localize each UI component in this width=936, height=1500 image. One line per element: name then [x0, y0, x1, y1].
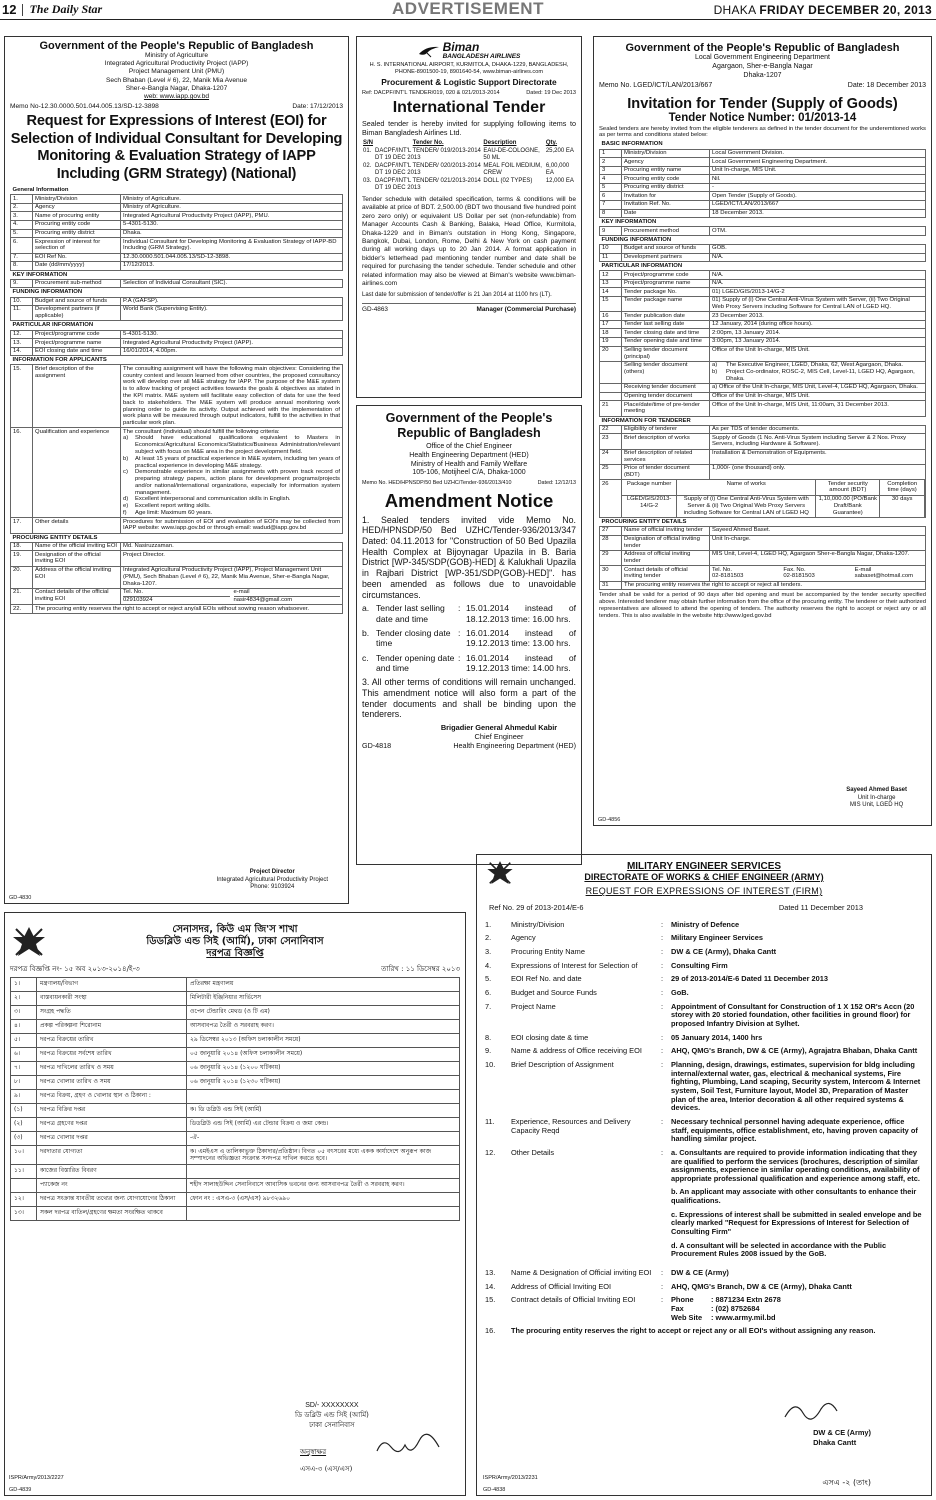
- table-row: 15 Tender package name 01) Supply of (i) One Central Anti-Virus System with Server, (ii) Two Original Web Proxy Servers including Software for Central LAN of LGED HQ.: [600, 297, 926, 312]
- table-row: ৪। প্রকল্প পরিকল্পনা শিরোনাম আসবাবপত্র তৈরী ও সরবরাহ করণ।: [11, 1019, 460, 1033]
- list-item: 12. Other Details : a. Consultants are required to provide information indicating that they are qualified to perform the services (brochures, description of similar assignments, experience in similar operating conditions, availability of appropriate professional qualification and experience among staff, etc. b. An applicant may associate with other consultants to enhance their qualifications. c. Expressions of interest shall be submitted in sealed envelope and be clearly marked "Request for Expressions of Interest for Selection of Consulting Firm" d. A consultant will be selected in accordance with the Public Procurement Rules 2008 issued by the GoB.: [485, 1147, 922, 1259]
- table-row: ২। বাস্তবায়নকারী সংস্থা মিলিটারী ইঞ্জিনিয়ার সার্ভিসেস: [11, 991, 460, 1005]
- table-row: 6 Invitation for Open Tender (Supply of Goods).: [600, 192, 926, 201]
- ad-title: International Tender: [392, 99, 546, 117]
- issue-date: DHAKA FRIDAY DECEMBER 20, 2013: [713, 3, 932, 17]
- table-row: 21 Place/date/time of pre-tender meeting Office of the Unit In-charge, MIS Unit, 11:00am, 31 December 2013.: [600, 401, 926, 416]
- ad-address: Office of the Chief Engineer Health Engineering Department (HED) Ministry of Health and Family Welfare 105-106, Motijheel C/A, Dhaka-1000: [409, 443, 529, 477]
- table-row: 14. EOI closing date and time 16/01/2014, 4.00pm.: [11, 347, 343, 356]
- table-row: 27 Name of official inviting tender Sayeed Ahmed Baset.: [600, 526, 926, 535]
- ad-heading: Government of the People's Republic of Bangladesh: [39, 40, 314, 52]
- section-heading: KEY INFORMATION: [601, 219, 657, 226]
- table-row: 23 Brief description of works Supply of Goods (1 No. Anti-Virus System including Server & 2 Nos. Proxy Servers, including Hardware & Software).: [600, 434, 926, 449]
- ad-heading: Government of the People's Republic of Bangladesh: [385, 411, 553, 441]
- signature-block: SD/- XXXXXXXX ডি ডব্লিউ এন্ড সিই (আর্মি) ঢাকা সেনানিবাস: [295, 1402, 369, 1429]
- table-row: 01. DACPF/INT'L TENDER/ 019/2013-2014 DT 19 DEC 2013 EAU-DE-COLOGNE, 50 ML 25,200 EA: [363, 147, 574, 161]
- table-row: 3 Procuring entity name Unit In-charge, MIS Unit.: [600, 166, 926, 175]
- list-item: 8. EOI closing date & time : 05 January 2014, 1400 hrs: [485, 1032, 763, 1042]
- countersign-label: এসএ -২ (তাং): [822, 1477, 871, 1487]
- countersign-sub: এসএ-৩ (এস/এস): [300, 1465, 353, 1473]
- memo-line: Ref No. 29 of 2013-2014/E-6 Dated 11 December 2013: [489, 903, 863, 912]
- biman-dept: Procurement & Logistic Support Directorate: [381, 76, 557, 87]
- table-row: 11 Development partners N/A.: [600, 253, 926, 262]
- list-item: a) Should have educational qualifications equivalent to Masters in Economics/Agricultural Economics/Statistics/Business Administration/relevant subject with focus on M&E area in the project development field.: [123, 435, 340, 456]
- newspaper-name: The Daily Star: [29, 2, 103, 16]
- table-row: 9 Procurement method OTM.: [600, 227, 926, 236]
- mes-heading-3: REQUEST FOR EXPRESSIONS OF INTEREST (FIRM): [585, 886, 823, 896]
- list-item: a) The Executive Engineer, LGED, Dhaka, 62, West Agargaon, Dhaka.: [712, 362, 904, 369]
- table-row: 8. Date (dd/mm/yyyy) 17/12/2013.: [11, 262, 343, 271]
- table-row: Selling tender document (others) a) The Executive Engineer, LGED, Dhaka, 62, West Agargaon, Dhaka. b) Project Co-ordinator, ROSC-2, MIS Cell, Level-11, LGED HQ, Agargaon, Dhaka.: [600, 361, 926, 383]
- list-item: b. Tender closing date time : 16.01.2014 instead of 19.12.2013 time: 13.00 hrs.: [362, 627, 576, 649]
- table-row: 10 Budget and source of funds GOB.: [600, 245, 926, 254]
- table-row: ৬। দরপত্র বিক্রয়ের সর্বশেষ তারিখ ০৫ জানুয়ারি ২০১৪ (অফিস চলাকালীন সময়ে): [11, 1047, 460, 1061]
- table-row: 2 Agency Local Government Engineering Department.: [600, 158, 926, 167]
- table-row: (৩) দরপত্র খোলার দপ্তর -ঐ-: [11, 1131, 460, 1145]
- ad-address: Ministry of Agriculture Integrated Agricultural Productivity Project (IAPP) Project Management Unit (PMU) Sech Bhaban (Level # 6), 22, Manik Mia Avenue Sher-e-Bangla Nagar, Dhaka-1207 web: www.iapp.gov.bd: [104, 52, 249, 101]
- table-row: 25 Price of tender document (BDT) 1,000/- (one thousand) only.: [600, 464, 926, 479]
- memo-line: Memo No. HED/HPNSDP/50 Bed UZHC/Tender-936/2013/410 Dated: 12/12/13: [362, 480, 576, 487]
- ad-heading: Government of the People's Republic of Bangladesh: [625, 42, 900, 54]
- list-item: 4. Expressions of Interest for Selection of : Consulting Firm: [485, 960, 728, 970]
- army-emblem-icon: [10, 925, 48, 959]
- gd-number: GD-4830: [9, 894, 32, 901]
- table-row: 14 Tender package No. 01) LGED/GIS/2013-14/G-2: [600, 288, 926, 297]
- army-emblem-icon: [485, 859, 515, 887]
- list-item: 14. Address of Official Inviting EOI : AHQ, QMG's Branch, DW & CE (Army), Dhaka Cantt: [485, 1281, 852, 1291]
- section-heading: KEY INFORMATION: [12, 271, 68, 278]
- ad-biman-tender: [356, 36, 582, 398]
- ad-title: Amendment Notice: [384, 489, 554, 511]
- list-item: 15. Contract details of Official Inviting EOI : Phone : 8871234 Extn 2678 Fax : (02) 8752684 Web Site : www.army.mil.bd: [485, 1295, 781, 1322]
- memo-line: দরপত্র বিজ্ঞপ্তি নং- ১৫ অব ২০১৩-২০১৪/ই-৩ তারিখ : ১১ ডিসেম্বর ২০১৩: [10, 965, 460, 974]
- package-table: Package number Name of works Tender security amount (BDT) Completion time (days) LGED/GIS/2013-14/G-2 Supply of (i) One Central Anti-Virus System with Server & (ii) Two Original Web Proxy Servers including Software for Central LAN of LGED HQ 1,10,000.00 (PO/Bank Draft/Bank Guarantee) 30 days: [622, 480, 925, 516]
- section-heading: PROCURING ENTITY DETAILS: [12, 534, 98, 541]
- table-row: 22. The procuring entity reserves the right to accept or reject any/all EOIs without sowing reason whatsoever.: [11, 605, 343, 614]
- table-row: 4. Procuring entity code 5-4301-5130.: [11, 221, 343, 230]
- biman-footer: GD-4863 Manager (Commercial Purchase): [362, 303, 576, 314]
- table-row: 16. Qualification and experience The consultant (individual) should fulfill the following criteria: a) Should have educational qualifications equivalent to Masters in Economics/Agricultural Economics/Statistics/Business Administration/relevant subject with focus on M&E area in the project development field. b) At least 15 years of practical experience in M&E system, including ten years of practical experience in developing M&E strategy. c) Demonstrable experience in similar assignments with proven track record of preparing strategy papers, action plans for development programs/projects and/or national/international organizations, especially for information system management. d) Excellent interpersonal and communication skills in English. e) Excellent report writing skills. f) Age limit: Maximum 60 years.: [11, 428, 343, 518]
- table-row: 5. Procuring entity district Dhaka.: [11, 229, 343, 238]
- amendment-items: [362, 603, 576, 673]
- ad-subtitle: Tender Notice Number: 01/2013-14: [668, 111, 857, 124]
- memo-line: Memo No-12.30.0000.501.044.005.13/SD-12-3898 Date: 17/12/2013: [10, 103, 343, 111]
- page-number: 12: [2, 2, 17, 17]
- biman-intro: Sealed tender is hereby invited for supplying following items to Biman Bangladesh Airlines Ltd.: [362, 119, 576, 137]
- section-heading: INFORMATION FOR APPLICANTS: [12, 357, 107, 364]
- table-row: 3. Name of procuring entity Integrated Agricultural Productivity Project (IAPP), PMU.: [11, 212, 343, 221]
- list-item: b) Project Co-ordinator, ROSC-2, MIS Cell, Level-11, LGED HQ, Agargaon, Dhaka.: [712, 369, 915, 382]
- list-item: e) Excellent report writing skills.: [123, 503, 211, 510]
- table-row: 11. Development partners (if applicable) World Bank (Supervising Entity).: [11, 306, 343, 321]
- list-item: 1. Ministry/Division : Ministry of Defence: [485, 919, 740, 929]
- table-row: ৫। দরপত্র বিক্রয়ের তারিখ ২৯ ডিসেম্বর ২০১৩ (অফিস চলাকালীন সময়ে): [11, 1033, 460, 1047]
- table-row: 21. Contact details of the official inviting EOI Tel. No. e-mail 029103924 nasir4834@gmail.com: [11, 588, 343, 604]
- table-row: 5 Procuring entity district -: [600, 183, 926, 192]
- table-row: 7. EOI Ref No. 12.30.0000.501.044.005.13/SD-12-3898.: [11, 253, 343, 262]
- mes-rows: [485, 1269, 923, 1291]
- hed-footer: GD-4818 Health Engineering Department (HED): [362, 740, 576, 750]
- list-item: c. Expressions of interest shall be submitted in sealed envelope and be clearly marked "Request for Expressions of Interest for Selection of Consulting Firm": [671, 1209, 922, 1237]
- list-item: b. An applicant may associate with other consultants to enhance their qualifications.: [671, 1187, 917, 1206]
- table-row: (১) দরপত্র বিক্রির দপ্তর ক। ডি ডব্লিউ এন্ড সিই (আর্মি): [11, 1103, 460, 1117]
- signature-block: Sayeed Ahmed Baset Unit In-charge MIS Unit, LGED HQ: [846, 787, 907, 808]
- biman-address: H. S. INTERNATIONAL AIRPORT, KURMITOLA, DHAKA-1229, BANGLADESH, PHONE-8901500-19, 8901640-54, www.biman-airlines.com: [369, 61, 569, 75]
- bn-tender-table: [10, 977, 460, 1221]
- ispr-number: ISPR/Army/2013/2231: [483, 1474, 538, 1481]
- table-row: (২) দরপত্র গ্রহণের দপ্তর ডিডব্লিউ এন্ড সিই (আর্মি) এর টেন্ডার বিক্রয় ও জমা কেন্দ্র।: [11, 1117, 460, 1131]
- ispr-number: ISPR/Army/2013/2227: [9, 1474, 64, 1481]
- amendment-para: 1. Sealed tenders invited vide Memo No. HED/HPNSDP/50 Bed UZHC/Tender-936/2013/347 Dated: 04.11.2013 for "Construction of 50 Bed Upazila Health Complex at Bijoynagar Upazila in B. Baria District [WP-345/SDP(GOB)-HED] & Kalukhali Upazila in Rajbari District [WP-351/SDP(GOB)-HED]". has been amended as follows due to unavoidable circumstances.: [362, 514, 576, 600]
- table-row: 1. Ministry/Division Ministry of Agriculture.: [11, 195, 343, 204]
- list-item: 3. Procuring Entity Name : DW & CE (Army), Dhaka Cantt: [485, 947, 777, 957]
- mes-header: [485, 859, 923, 896]
- section-heading: FUNDING INFORMATION: [12, 289, 83, 296]
- list-item: 9. Name & address of Office receiving EOI : AHQ, QMG's Branch, DW & CE (Army), Agrajatra Bhaban, Dhaka Cantt: [485, 1046, 918, 1056]
- lged-intro: Sealed tenders are hereby invited from the eligible tenderers as defined in the tender document for the underemtioned works as per terms and conditions stated below:: [599, 125, 926, 139]
- list-item: a. Consultants are required to provide information indicating that they are qualified to perform the services (brochures, description of similar assignments, experience in similar operating conditions, availability of appropriate professional qualification and experience among staff, etc.: [671, 1147, 920, 1183]
- signature-block: Project Director Integrated Agricultural Productivity Project Phone: 9103924: [216, 869, 328, 890]
- mes-rows: [485, 921, 923, 1144]
- table-row: 17. Other details Procedures for submission of EOI and evaluation of EOI's may be collected from IAPP website: www.iapp.gov.bd or through email: wadud@iapp.gov.bd: [11, 518, 343, 533]
- list-item: 2. Agency : Military Engineer Services: [485, 933, 764, 943]
- table-row: 7 Invitation Ref. No. LGED/ICT/LAN/2013/667: [600, 200, 926, 209]
- section-heading: PROCURING ENTITY DETAILS: [601, 518, 687, 525]
- table-row: Opening tender document Office of the Unit In-charge, MIS Unit.: [600, 392, 926, 401]
- section-heading: PARTICULAR INFORMATION: [12, 322, 94, 329]
- masthead: [0, 0, 936, 20]
- table-row: 18. Name of the official inviting EOI Md. Nasiruzzaman.: [11, 542, 343, 551]
- list-item: d. A consultant will be selected in accordance with the Public Procurement Rules 2008 issued by the GoB.: [671, 1240, 887, 1259]
- table-row: ১। মন্ত্রণালয়/বিভাগ প্রতিরক্ষা মন্ত্রণালয়: [11, 977, 460, 991]
- table-row: 24 Brief description of related services Installation & Demonstration of Equipments.: [600, 449, 926, 464]
- section-heading: PARTICULAR INFORMATION: [601, 263, 683, 270]
- biman-stork-icon: [418, 44, 440, 58]
- table-row: 20 Selling tender document (principal) Office of the Unit In-charge, MIS Unit.: [600, 346, 926, 361]
- table-row: 02. DACPF/INT'L TENDER/ 020/2013-2014 DT 19 DEC 2013 MEAL FOIL MEDIUM, CREW 6,00,000 EA: [363, 162, 570, 177]
- table-row: 03. DACPF/INT'L TENDER/ 021/2013-2014 DT 19 DEC 2013 DOLL (02 TYPES) 12,000 EA: [363, 178, 574, 192]
- countersign-label: অনুস্বাক্ষর: [300, 1448, 327, 1456]
- biman-last-date: Last date for submission of tender/offer is 21 Jan 2014 at 1100 hrs (LT).: [362, 291, 552, 298]
- table-row: 6. Expression of interest for selection of Individual Consultant for Developing Monitoring & Evaluation Strategy of IAPP-BD Including (GRM Strategy).: [11, 238, 343, 253]
- table-row: 18 Tender closing date and time 2:00pm, 13 January 2014.: [600, 329, 926, 338]
- table-row: ১১। কাজের বিস্তারিত বিবরণ: [11, 1164, 460, 1178]
- eoi-table: [10, 186, 343, 614]
- biman-logo: Biman BANGLADESH AIRLINES: [362, 42, 576, 60]
- table-row: 1 Ministry/Division Local Government Division.: [600, 149, 926, 158]
- table-row: 9. Procurement sub-method Selection of Individual Consultant (SIC).: [11, 279, 343, 288]
- ad-address: Local Government Engineering Department Agargaon, Sher-e-Bangla Nagar Dhaka-1207: [694, 54, 831, 79]
- table-row: 10. Budget and source of funds P.A (GAFSP).: [11, 297, 343, 306]
- amendment-para: 3. All other terms of conditions will remain unchanged. This amendment notice will also form a part of the tender documents and shall be binding upon the tenderers.: [362, 677, 576, 720]
- list-item: d) Excellent interpersonal and communication skills in English.: [123, 496, 291, 503]
- table-row: 2. Agency Ministry of Agriculture.: [11, 203, 343, 212]
- gd-number: GD-4838: [483, 1486, 506, 1493]
- lged-footer-text: Tender shall be valid for a period of 90 days after bid opening and must be accompanied by the tender security specified above. Interested tenderer may obtain further information from the office of the procuring entity. The tenderer or their authorized representatives are allowed to attend the opening of tenders. The authority reserves the right to accept or reject any or all tenders. This is also available in the website http://www.lged.gov.bd: [599, 592, 926, 619]
- list-item: 6. Budget and Source Funds : GoB.: [485, 988, 689, 998]
- ad-army-bengali-tender: [4, 912, 466, 1496]
- list-item: 13. Name & Designation of Official inviting EOI : DW & CE (Army): [485, 1268, 729, 1278]
- signature-scribble-icon: [781, 1395, 841, 1425]
- table-row: 8 Date 18 December 2013.: [600, 209, 926, 218]
- section-heading: BASIC INFORMATION: [601, 141, 663, 148]
- biman-body: Tender schedule with detailed specification, terms & conditions will be available at price of BDT. 2,500.00 (BDT two thousand five hundred point zero zero only) or equivalent US Dollar per set (non-refundable) from Manager Accounts Cash & Banking, Balaka, Head Office, Kurmitola, Dhaka-1229 and in Biman's outstation in Hong Kong, Singapore, Bangkok, Dubai, London, Rome, Delhi & New York on cash payment during all working days up to 20 Jan 2014. A format application in bidder's letterhead pad mentioning tender number and date shall be required for purchasing the tender schedule. Tender schedule and other related information may also be viewed at Biman's website www.biman-airlines.com: [362, 195, 576, 288]
- section-heading: INFORMATION FOR TENDERER: [601, 417, 691, 424]
- section-heading: General Information: [12, 187, 69, 194]
- bn-heading-2: ডিডব্লিউ এন্ড সিই (আর্মি), ঢাকা সেনানিবাস: [146, 935, 324, 947]
- ad-title: Request for Expressions of Interest (EOI) for Selection of Individual Consultant for Developing Monitoring & Evaluation Strategy of IAPP Including (GRM Strategy) (National): [10, 113, 343, 182]
- table-row: প্যাকেজ নং শহীদ সালাহউদ্দিন সেনানিবাসে আবাসিক ভবনের জন্য আসবাবপত্র তৈরী ও সরবরাহ করণ।: [11, 1178, 460, 1192]
- table-row: ৯। দরপত্র বিক্রয়, গ্রহণ ও খোলার স্থান ও ঠিকানা :: [11, 1089, 460, 1103]
- signature-block: Brigadier General Ahmedul Kabir Chief Engineer: [440, 723, 558, 741]
- table-row: 4 Procuring entity code Nil.: [600, 175, 926, 184]
- ad-lged-tender: [593, 36, 932, 826]
- gd-number: GD-4839: [9, 1486, 32, 1493]
- table-row: ১২। দরপত্র সংক্রান্ত যাবতীয় তথ্যের জন্য যোগাযোগের ঠিকানা ফোন নং : এসএ-৩ (এস/এস) ৯৮৩২৬৯০: [11, 1192, 460, 1206]
- signature-block: DW & CE (Army) Dhaka Cantt: [813, 1428, 871, 1447]
- table-row: 26 Package number Name of works Tender security amount (BDT) Completion time (days) LGED/GIS/2013-14/G-2 Supply of (i) One Central Anti-Virus System with Server & (ii) Two Original Web Proxy Servers including Software for Central LAN of LGED HQ 1,10,000.00 (PO/Bank Draft/Bank Guarantee) 30 days: [600, 480, 926, 517]
- mes-heading-1: MILITARY ENGINEER SERVICES: [626, 861, 782, 872]
- bn-heading-3: দরপত্র বিজ্ঞপ্তি: [206, 947, 264, 959]
- memo-line: Ref: DACPF/INT'L TENDER/019, 020 & 021/2013-2014 Dated: 19 Dec 2013: [362, 89, 576, 96]
- table-row: ১৩। সকল দরপত্র বাতিল/গ্রহণের ক্ষমতা সংরক্ষিত থাকবে: [11, 1206, 460, 1220]
- table-row: 16 Tender publication date 23 December 2013.: [600, 312, 926, 321]
- table-row: ৮। দরপত্র খোলার তারিখ ও সময় ০৬ জানুয়ারি ২০১৪ (১২৩০ ঘটিকায়): [11, 1075, 460, 1089]
- section-title: ADVERTISEMENT: [392, 0, 544, 18]
- table-row: 28 Designation of official inviting tender Unit In-charge.: [600, 535, 926, 550]
- section-heading: FUNDING INFORMATION: [601, 236, 672, 243]
- table-row: 31 The procuring entity reserves the right to accept or reject all tenders.: [600, 581, 926, 590]
- ad-iapp-eoi: [4, 36, 349, 904]
- table-row: 15. Brief description of the assignment The consulting assignment will have the following main objectives: Considering the country context and lesson learned from other countries, the proposed consultancy work will develop over all M&E strategy for IAPP. The purpose of the M&E system is to allow tracking of project activities towards the goals & objectives as stated in the KPI matrix. M&E system will facilitate easy collection of data for use the feed back to stakeholders. The M&E system will produce annual monitoring work planning order to guide its activity. Output achieved with the implementation of work plans will be measured through output indicators, fulfill to the activities in that particular work plan.: [11, 365, 343, 428]
- table-row: 12. Project/programme code 5-4301-5130.: [11, 330, 343, 339]
- table-row: 22 Eligibility of tenderer As per TDS of tender documents.: [600, 425, 926, 434]
- ad-hed-amendment: [356, 405, 582, 865]
- list-item: 7. Project Name : Appointment of Consultant for Construction of 1 X 152 OR's Accn (20 storey with 20 storied foundation, other facilities in ground floor) for proposed Infantry Division at Sylhet.: [485, 1001, 915, 1028]
- table-row: ৭। দরপত্র দাখিলের তারিখ ও সময় ০৬ জানুয়ারি ২০১৪ (১২০০ ঘটিকায়): [11, 1061, 460, 1075]
- list-item: b) At least 15 years of practical experience in M&E system, including ten years of practical experience in developing M&E strategy.: [123, 455, 340, 469]
- list-item: 11. Experience, Resources and Delivery Capacity Reqd : Necessary technical personnel having adequate experience, office staff, equipments, office establishment, etc, having proven capacity of handling similar project.: [485, 1116, 918, 1144]
- ad-title: Invitation for Tender (Supply of Goods): [627, 95, 898, 112]
- table-row: 30 Contact details of official inviting tender Tel. No. Fax. No. E-mail 02-8181503 02-8181503 sabaset@hotmail.com: [600, 566, 926, 581]
- mes-heading-2: DIRECTORATE OF WORKS & CHIEF ENGINEER (ARMY): [584, 872, 824, 882]
- list-item: c) Demonstrable experience in similar assignments with proven track record of preparing strategy papers, action plans for development programs/projects and/or national/international organizations, especially for information system management.: [123, 469, 340, 496]
- biman-table: S/N Tender No. Description Qty. 01. DACPF/INT'L TENDER/ 019/2013-2014 DT 19 DEC 2013 EAU-DE-COLOGNE, 50 ML 25,200 EA 02. DACPF/INT'L TENDER/ 020/2013-2014 DT 19 DEC 2013 MEAL FOIL MEDIUM, CREW 6,00,000 EA 03. DACPF/INT'L TENDER/ 021/2013-2014 DT 19 DEC 2013 DOLL (02 TYPES) 12,000 EA: [362, 140, 576, 193]
- signature-scribble-icon: [373, 1433, 443, 1461]
- table-row: ১০। দরদাতার যোগ্যতা ক। এমইএস এ তালিকাভুক্ত ঠিকাদার/প্রতিষ্ঠান। বিগত ০৫ বৎসরের মধ্যে একক কার্যাদেশে অনুরূপ কাজ সম্পাদনের অভিজ্ঞতা সংক্রান্ত সনদপত্র দাখিল করতে হবে।: [11, 1145, 460, 1164]
- table-row: 12 Project/programme code N/A.: [600, 271, 926, 280]
- table-row: ৩। সংগ্রহ পদ্ধতি ওপেন টেন্ডারিং মেথড (ও টি এম): [11, 1005, 460, 1019]
- bn-heading-1: সেনাসদর, কিউ এম জি'স শাখা: [172, 924, 298, 935]
- table-row: 20. Address of the official inviting EOI Integrated Agricultural Productivity Project (IAPP), Project Management Unit (PMU), Sech Bhaban (Level # 6), 22, Manik Mia Avenue, Sher-e-Bangla Nagar, Dhaka-1207.: [11, 566, 343, 588]
- table-row: 19. Designation of the official inviting EOI Project Director.: [11, 551, 343, 566]
- list-item: a. Tender last selling date and time : 15.01.2014 instead of 18.12.2013 time: 16.00 hrs.: [362, 603, 576, 624]
- table-row: 13. Project/programme name Integrated Agricultural Productivity Project (IAPP).: [11, 339, 343, 348]
- table-row: Receiving tender document a) Office of the Unit In-charge, MIS Unit, Level-4, LGED HQ, Agargaon, Dhaka.: [600, 384, 926, 393]
- list-item: f) Age limit: Maximum 60 years.: [123, 510, 213, 517]
- list-item: 16. The procuring entity reserves the right to accept or reject any or all EOI's without assigning any reason.: [485, 1326, 876, 1336]
- table-row: 13 Project/programme name N/A.: [600, 279, 926, 288]
- bn-header: [10, 924, 460, 959]
- gd-number: GD-4856: [598, 816, 621, 823]
- memo-line: Memo No. LGED/ICT/LAN/2013/667 Date: 18 December 2013: [599, 82, 926, 90]
- list-item: c. Tender opening date and time : 16.01.2014 instead of 19.12.2013 time: 14.00 hrs.: [362, 652, 576, 673]
- ad-mes-eoi: [476, 854, 932, 1496]
- table-row: 29 Address of official inviting tender MIS Unit, Level-4, LGED HQ, Agargaon Sher-e-Bangla Nagar, Dhaka-1207.: [600, 550, 926, 565]
- table-row: 17 Tender last selling date 12 January, 2014 (during office hours).: [600, 320, 926, 329]
- tender-table: [599, 140, 926, 590]
- list-item: 10. Brief Description of Assignment : Planning, design, drawings, estimates, supervision for bldg including internal/external water, gas, electrical & mechanical systems, Fire fighting, Plumbing, Land scaping, Security system, Intercom & Internet system, Soil Test, Furniture layout, Model 3D, Preparation of Master plan of the area, Interior decoration & all other required systems & devices.: [485, 1059, 921, 1113]
- list-item: 5. EOI Ref No. and date : 29 of 2013-2014/E-6 Dated 11 December 2013: [485, 974, 828, 984]
- table-row: 19 Tender opening date and time 3:00pm, 13 January 2014.: [600, 338, 926, 347]
